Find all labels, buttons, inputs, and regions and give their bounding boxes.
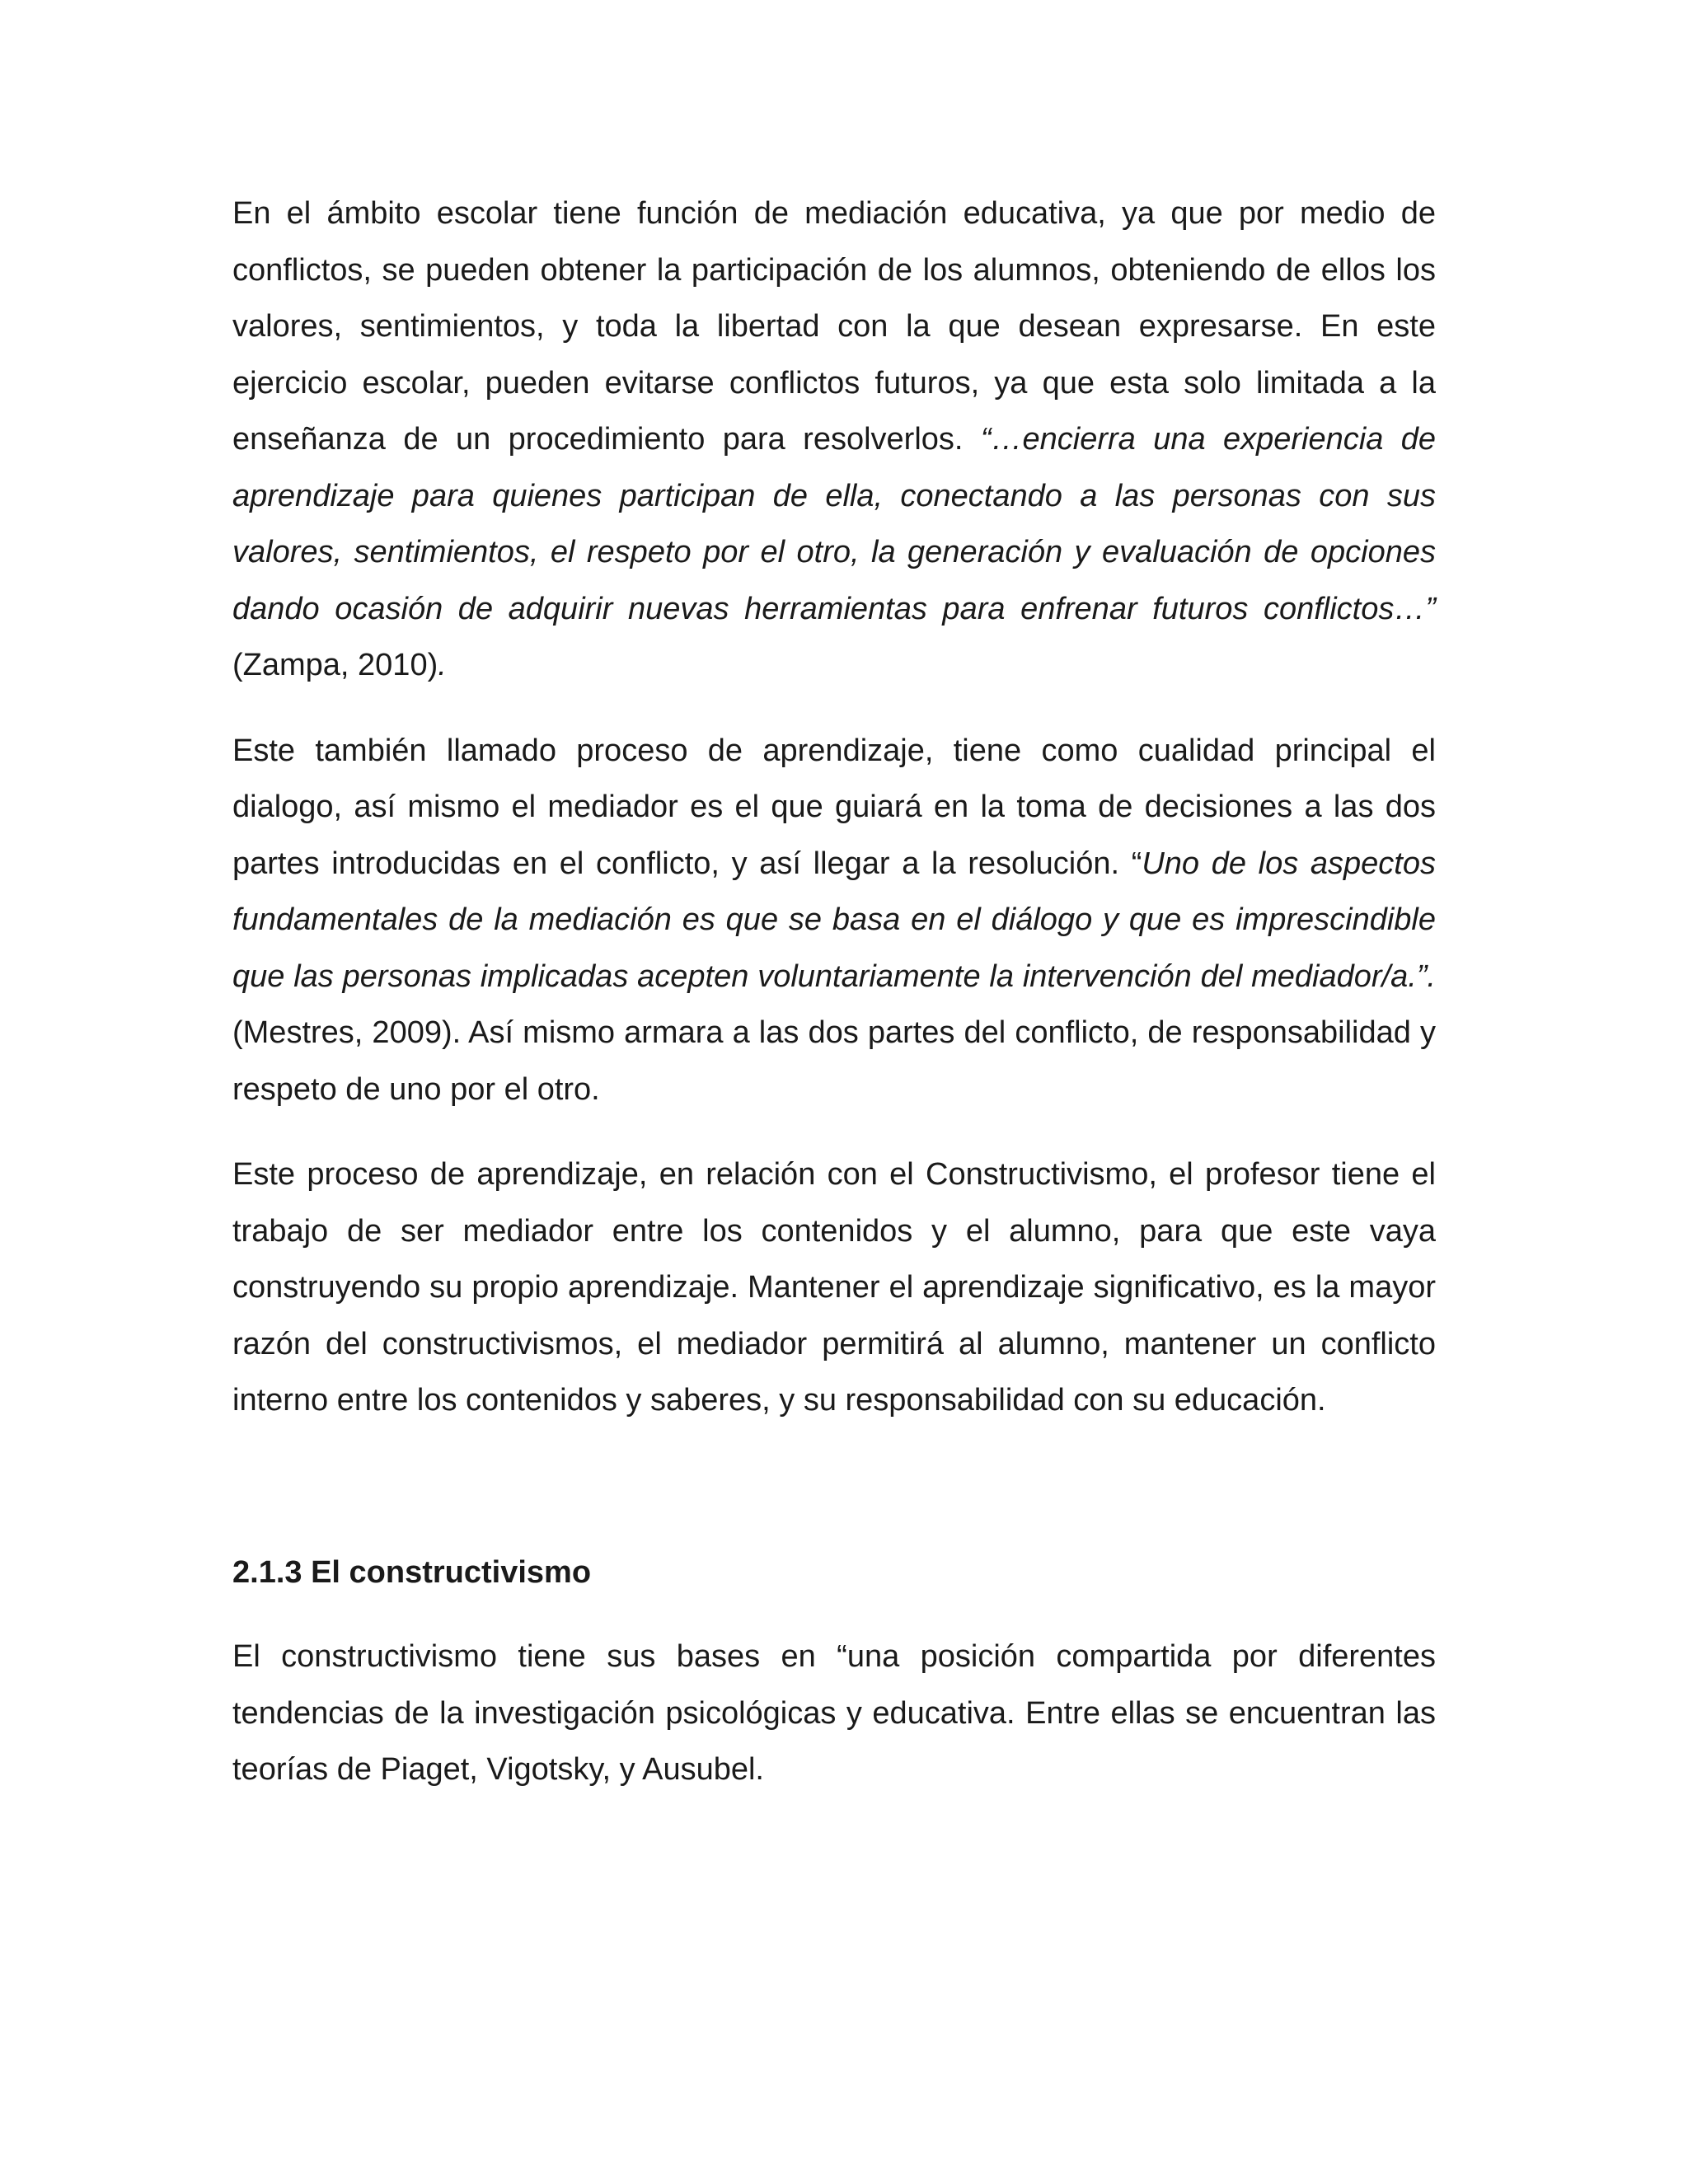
paragraph-constructivism-relation	[232, 1146, 1436, 1429]
citation-zampa: (Zampa, 2010)	[232, 648, 438, 682]
paragraph-text: En el ámbito escolar tiene función de mediación educativa, ya que por medio de conflictos, se pueden obtener la participación de los alumnos, obteniendo de ellos los valores, sentimientos, y toda la libertad con la que desean expresarse. En este ejercicio escolar, pueden evitarse conflictos futuros, ya que esta solo limitada a la enseñanza de un procedimiento para resolverlos.	[232, 196, 1436, 457]
paragraph-constructivism-bases: El constructivismo tiene sus bases en “una posición compartida por diferentes tendencias de la investigación psicológicas y educativa. Entre ellas se encuentran las teorías de Piaget, Vigotsky, y Ausubel.	[232, 1639, 1436, 1787]
paragraph-text: Este proceso de aprendizaje, en relación con el Constructivismo, el profesor tiene el trabajo de ser mediador entre los contenidos y el alumno, para que este vaya construyendo su propio aprendizaje. Mantener el aprendizaje significativo, es la mayor razón del constructivismos, el mediador permitirá al alumno, mantener un conflicto interno entre los contenidos y saberes, y su responsabilidad con su educación.	[232, 1157, 1436, 1418]
paragraph-learning-process	[232, 723, 1436, 1118]
quote-zampa: “…encierra una experiencia de aprendizaje para quienes participan de ella, conectando a las personas con sus valores, sentimientos, el respeto por el otro, la generación y evaluación de opciones dando ocasión de adquirir nuevas herramientas para enfrenar futuros conflictos…”	[232, 422, 1436, 626]
paragraph-mediation-intro	[232, 185, 1436, 694]
quote-mestres: Uno de los aspectos fundamentales de la mediación es que se basa en el diálogo y que es imprescindible que las personas implicadas acepten voluntariamente la intervención del mediador/a.”.	[232, 846, 1436, 994]
document-body	[232, 185, 1436, 1827]
section-heading: 2.1.3 El constructivismo	[232, 1554, 592, 1590]
paragraph-text: Este también llamado proceso de aprendizaje, tiene como cualidad principal el dialogo, así mismo el mediador es el que guiará en la toma de decisiones a las dos partes introducidas en el conflicto, y así llegar a la resolución. “	[232, 733, 1436, 881]
citation-mestres: (Mestres, 2009). Así mismo armara a las dos partes del conflicto, de responsabilidad y respeto de uno por el otro.	[232, 1015, 1436, 1107]
paragraph-end-mark: .	[438, 648, 447, 682]
